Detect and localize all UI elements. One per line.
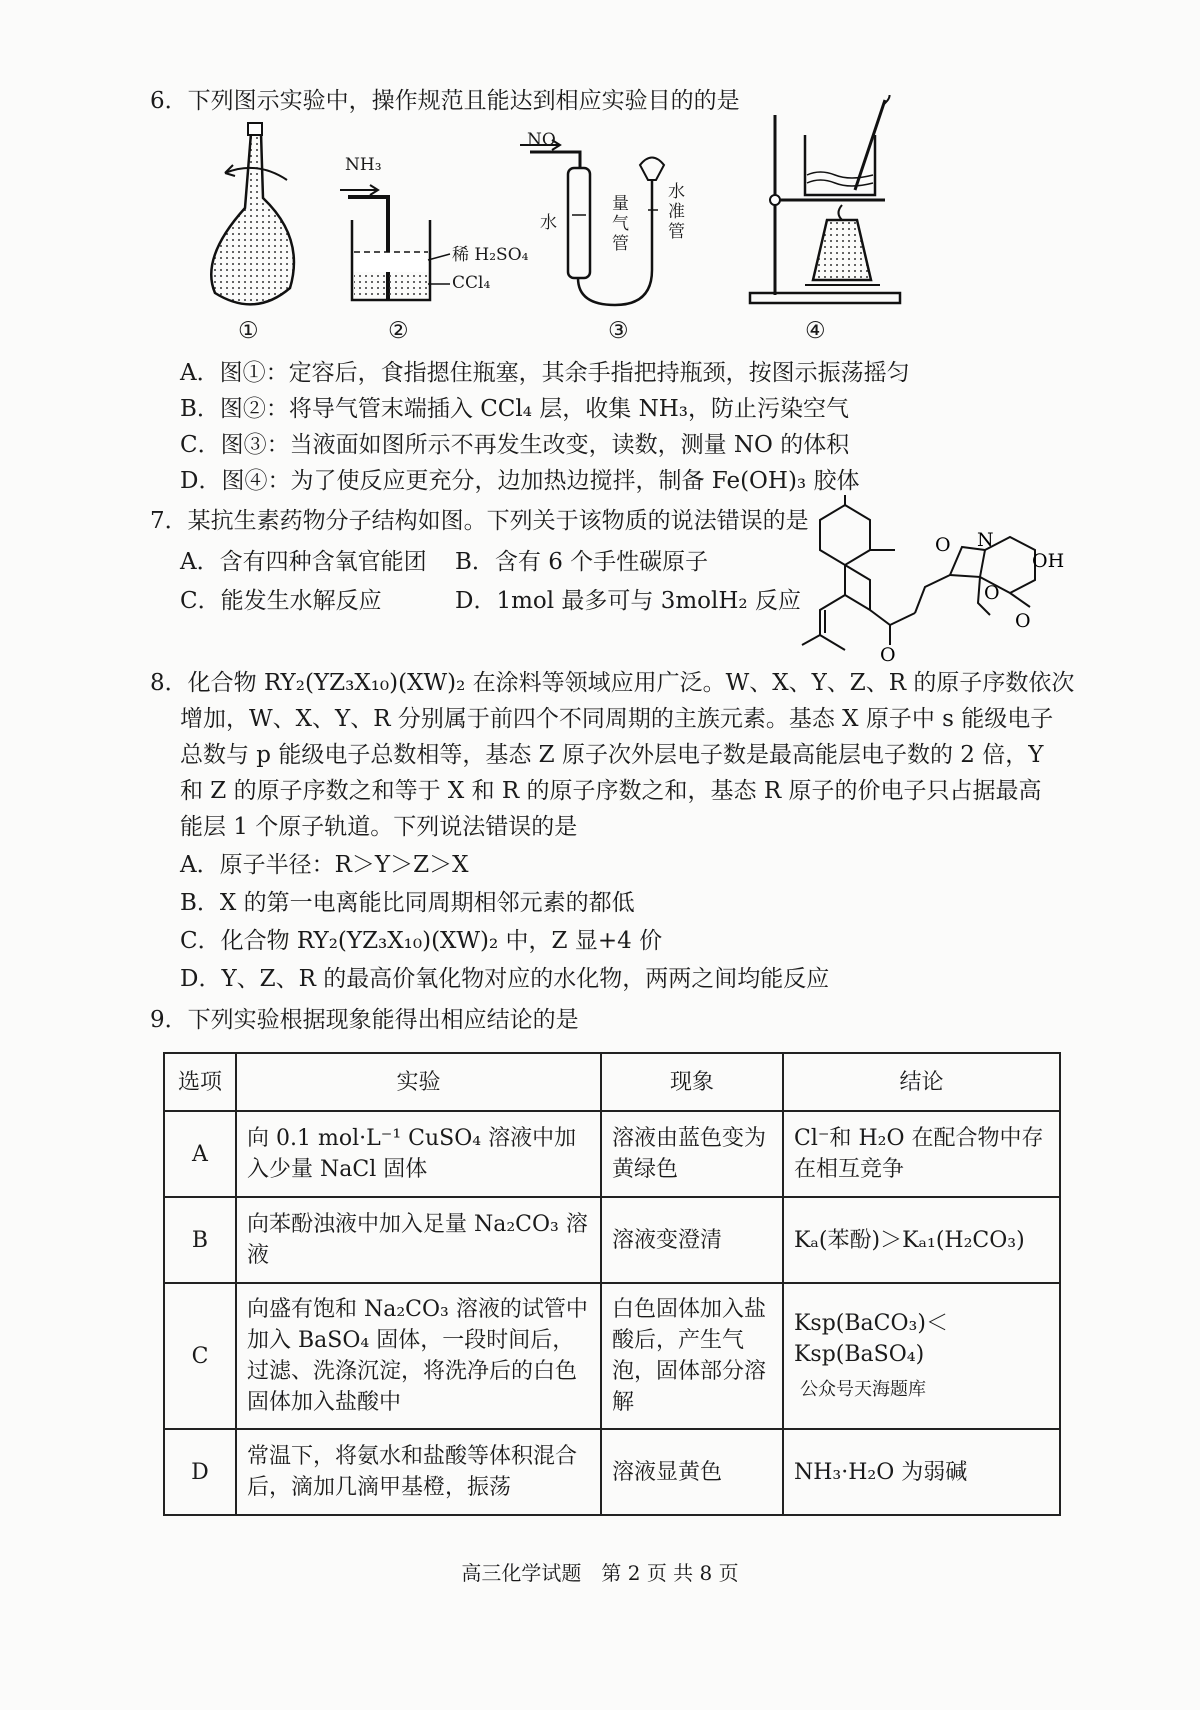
table-cell-experiment: 常温下，将氨水和盐酸等体积混合后，滴加几滴甲基橙，振荡 xyxy=(236,1429,601,1515)
table-header: 现象 xyxy=(601,1053,783,1111)
table-cell-experiment: 向 0.1 mol·L⁻¹ CuSO₄ 溶液中加入少量 NaCl 固体 xyxy=(236,1111,601,1197)
figure-2-absorption-beaker xyxy=(340,160,520,310)
figure-3-level-tube-label: 水准管 xyxy=(668,182,685,242)
table-cell-option: A xyxy=(164,1111,236,1197)
table-cell-conclusion: Kₐ(苯酚)＞Kₐ₁(H₂CO₃) xyxy=(783,1197,1060,1283)
table-cell-experiment: 向苯酚浊液中加入足量 Na₂CO₃ 溶液 xyxy=(236,1197,601,1283)
table-cell-conclusion: Cl⁻和 H₂O 在配合物中存在相互竞争 xyxy=(783,1111,1060,1197)
q7-structure-nitrogen: N xyxy=(977,529,994,551)
conclusion-text: Ksp(BaCO₃)＜Ksp(BaSO₄) xyxy=(794,1310,948,1367)
q7-molecular-structure xyxy=(800,495,1070,665)
table-cell-phenomenon: 溶液显黄色 xyxy=(601,1429,783,1515)
q9-stem: 9．下列实验根据现象能得出相应结论的是 xyxy=(150,1007,579,1033)
q8-option-a: A．原子半径：R＞Y＞Z＞X xyxy=(180,852,469,878)
q7-structure-oxygen-1: O xyxy=(935,534,951,556)
table-row xyxy=(164,1197,1060,1283)
table-header: 结论 xyxy=(783,1053,1060,1111)
table-header-row xyxy=(164,1053,1060,1111)
table-cell-phenomenon: 溶液由蓝色变为黄绿色 xyxy=(601,1111,783,1197)
q6-option-d: D．图④：为了使反应更充分，边加热边搅拌，制备 Fe(OH)₃ 胶体 xyxy=(180,468,860,494)
table-cell-option: B xyxy=(164,1197,236,1283)
q8-option-c: C．化合物 RY₂(YZ₃X₁₀)(XW)₂ 中，Z 显+4 价 xyxy=(180,928,663,954)
q6-option-c: C．图③：当液面如图所示不再发生改变，读数，测量 NO 的体积 xyxy=(180,432,850,458)
table-row xyxy=(164,1429,1060,1515)
page-footer: 高三化学试题 第 2 页 共 8 页 xyxy=(461,1561,739,1585)
q8-option-d: D．Y、Z、R 的最高价氧化物对应的水化物，两两之间均能反应 xyxy=(180,966,830,992)
figure-2-gas-label: NH₃ xyxy=(345,155,382,175)
table-cell-option: C xyxy=(164,1283,236,1429)
q7-stem: 7．某抗生素药物分子结构如图。下列关于该物质的说法错误的是 xyxy=(150,508,809,534)
table-header: 实验 xyxy=(236,1053,601,1111)
figure-1-label: ① xyxy=(238,318,259,344)
table-header: 选项 xyxy=(164,1053,236,1111)
figure-4-label: ④ xyxy=(805,318,826,344)
q7-structure-oxygen-3: O xyxy=(1015,610,1031,632)
figure-3-label: ③ xyxy=(608,318,629,344)
q7-option-c: C．能发生水解反应 xyxy=(180,588,382,614)
q6-option-a: A．图①：定容后，食指摁住瓶塞，其余手指把持瓶颈，按图示振荡摇匀 xyxy=(180,360,910,386)
q8-stem-line-4: 和 Z 的原子序数之和等于 X 和 R 的原子序数之和，基态 R 原子的价电子只占据最高 xyxy=(180,778,1042,804)
q7-structure-oxygen-2: O xyxy=(880,644,896,665)
table-cell-phenomenon: 白色固体加入盐酸后，产生气泡，固体部分溶解 xyxy=(601,1283,783,1429)
figure-2-lower-liquid-label: CCl₄ xyxy=(452,273,491,293)
figure-3-gas-label: NO xyxy=(527,130,556,150)
table-row xyxy=(164,1111,1060,1197)
q8-stem-line-2: 增加，W、X、Y、R 分别属于前四个不同周期的主族元素。基态 X 原子中 s 能级电子 xyxy=(180,706,1054,732)
figure-2-upper-liquid-label: 稀 H₂SO₄ xyxy=(452,245,529,265)
table-cell-phenomenon: 溶液变澄清 xyxy=(601,1197,783,1283)
q9-experiment-table xyxy=(163,1052,1061,1516)
q7-option-d: D．1mol 最多可与 3molH₂ 反应 xyxy=(455,588,801,614)
q7-structure-hydroxyl: OH xyxy=(1032,550,1065,572)
watermark-text: 公众号天海题库 xyxy=(800,1378,926,1399)
q7-option-a: A．含有四种含氧官能团 xyxy=(180,549,427,575)
figure-1-volumetric-flask xyxy=(195,118,345,318)
figure-3-water-label: 水 xyxy=(540,213,557,233)
q8-option-b: B．X 的第一电离能比同周期相邻元素的都低 xyxy=(180,890,635,916)
q7-structure-oxygen-4: O xyxy=(984,582,1000,604)
table-cell-experiment: 向盛有饱和 Na₂CO₃ 溶液的试管中加入 BaSO₄ 固体，一段时间后，过滤、洗涤沉淀，将洗净后的白色固体加入盐酸中 xyxy=(236,1283,601,1429)
q6-option-b: B．图②：将导气管末端插入 CCl₄ 层，收集 NH₃，防止污染空气 xyxy=(180,396,850,422)
table-row xyxy=(164,1283,1060,1429)
table-cell-option: D xyxy=(164,1429,236,1515)
q8-stem-line-3: 总数与 p 能级电子总数相等，基态 Z 原子次外层电子数是最高能层电子数的 2 倍，Y xyxy=(180,742,1044,768)
table-cell-conclusion: NH₃·H₂O 为弱碱 xyxy=(783,1429,1060,1515)
q8-stem-line-1: 8．化合物 RY₂(YZ₃X₁₀)(XW)₂ 在涂料等领域应用广泛。W、X、Y、Z、R 的原子序数依次 xyxy=(150,670,1075,696)
q6-stem: 6．下列图示实验中，操作规范且能达到相应实验目的的是 xyxy=(150,88,740,114)
figure-4-heating-apparatus xyxy=(745,95,915,310)
q7-option-b: B．含有 6 个手性碳原子 xyxy=(455,549,709,575)
figure-2-label: ② xyxy=(388,318,409,344)
table-cell-conclusion xyxy=(783,1283,1060,1429)
figure-3-gas-tube-label: 量气管 xyxy=(612,194,629,254)
q8-stem-line-5: 能层 1 个原子轨道。下列说法错误的是 xyxy=(180,814,578,840)
